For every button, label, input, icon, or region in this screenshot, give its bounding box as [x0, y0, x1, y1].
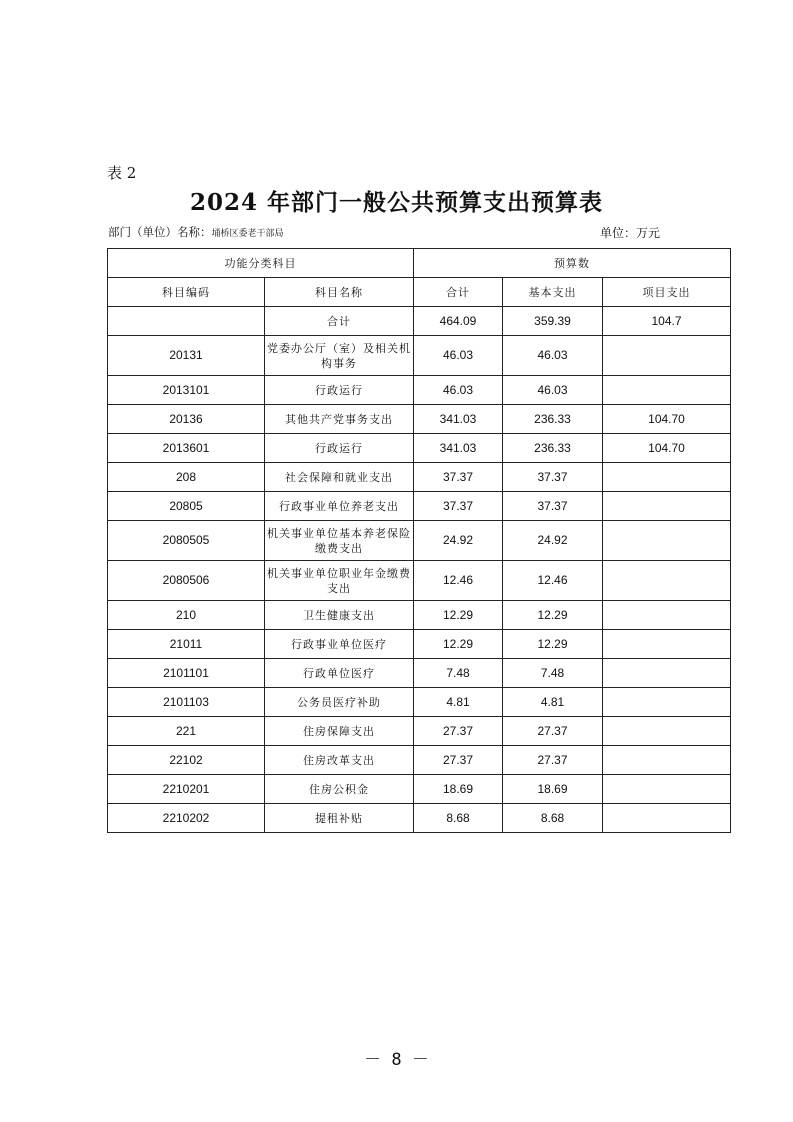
row-name: 社会保障和就业支出: [265, 463, 414, 492]
row-project: [603, 775, 731, 804]
row-code: 2080506: [108, 561, 265, 601]
row-name: 其他共产党事务支出: [265, 405, 414, 434]
row-name: 行政运行: [265, 376, 414, 405]
header-code: 科目编码: [108, 278, 265, 307]
row-basic: 8.68: [503, 804, 603, 833]
header-group-row: [108, 249, 731, 278]
department-caption: [108, 224, 284, 240]
row-basic: 236.33: [503, 405, 603, 434]
header-column-row: [108, 278, 731, 307]
row-basic: 46.03: [503, 376, 603, 405]
row-name: 机关事业单位基本养老保险缴费支出: [265, 521, 414, 561]
table-row: [108, 463, 731, 492]
row-name: 公务员医疗补助: [265, 688, 414, 717]
meta-row: [108, 224, 660, 242]
row-basic: 4.81: [503, 688, 603, 717]
row-total: 24.92: [414, 521, 503, 561]
table-row: [108, 376, 731, 405]
row-name: 卫生健康支出: [265, 601, 414, 630]
department-name: 埇桥区委老干部局: [211, 229, 284, 239]
row-basic: 46.03: [503, 336, 603, 376]
row-project: 104.70: [603, 434, 731, 463]
header-basic: 基本支出: [503, 278, 603, 307]
row-basic: 37.37: [503, 463, 603, 492]
table-row: [108, 307, 731, 336]
row-project: [603, 521, 731, 561]
header-name: 科目名称: [265, 278, 414, 307]
row-basic: 12.46: [503, 561, 603, 601]
row-total: 464.09: [414, 307, 503, 336]
table-row: [108, 405, 731, 434]
row-total: 27.37: [414, 746, 503, 775]
table-label: 表 2: [107, 164, 137, 182]
row-name: 行政单位医疗: [265, 659, 414, 688]
row-total: 37.37: [414, 492, 503, 521]
row-name: 合计: [265, 307, 414, 336]
row-code: 2210202: [108, 804, 265, 833]
row-total: 4.81: [414, 688, 503, 717]
header-project: 项目支出: [603, 278, 731, 307]
row-code: 2101103: [108, 688, 265, 717]
table-row: [108, 630, 731, 659]
row-total: 27.37: [414, 717, 503, 746]
row-total: 46.03: [414, 376, 503, 405]
row-project: [603, 688, 731, 717]
table-row: [108, 561, 731, 601]
table-row: [108, 492, 731, 521]
row-code: 2013601: [108, 434, 265, 463]
header-total: 合计: [414, 278, 503, 307]
row-project: [603, 659, 731, 688]
row-basic: 24.92: [503, 521, 603, 561]
document-title: 2024 年部门一般公共预算支出预算表: [189, 189, 604, 216]
row-project: [603, 746, 731, 775]
table-row: [108, 804, 731, 833]
page-number: － 8 －: [364, 1050, 429, 1070]
budget-table: [107, 248, 731, 833]
row-code: 2101101: [108, 659, 265, 688]
row-project: [603, 561, 731, 601]
row-project: [603, 376, 731, 405]
row-name: 住房保障支出: [265, 717, 414, 746]
row-total: 12.29: [414, 601, 503, 630]
row-project: [603, 601, 731, 630]
table-row: [108, 521, 731, 561]
row-basic: 7.48: [503, 659, 603, 688]
row-project: [603, 630, 731, 659]
row-basic: 12.29: [503, 601, 603, 630]
row-name: 住房公积金: [265, 775, 414, 804]
table-row: [108, 717, 731, 746]
row-name: 机关事业单位职业年金缴费支出: [265, 561, 414, 601]
row-name: 提租补贴: [265, 804, 414, 833]
table-row: [108, 688, 731, 717]
row-code: 208: [108, 463, 265, 492]
row-total: 46.03: [414, 336, 503, 376]
row-project: 104.7: [603, 307, 731, 336]
row-total: 8.68: [414, 804, 503, 833]
row-code: 221: [108, 717, 265, 746]
row-project: [603, 804, 731, 833]
row-name: 行政运行: [265, 434, 414, 463]
table-row: [108, 775, 731, 804]
row-code: 2013101: [108, 376, 265, 405]
table-row: [108, 746, 731, 775]
row-basic: 359.39: [503, 307, 603, 336]
row-project: [603, 336, 731, 376]
row-name: 行政事业单位医疗: [265, 630, 414, 659]
row-total: 18.69: [414, 775, 503, 804]
row-basic: 27.37: [503, 746, 603, 775]
row-code: 20131: [108, 336, 265, 376]
row-total: 341.03: [414, 434, 503, 463]
row-total: 12.46: [414, 561, 503, 601]
row-name: 住房改革支出: [265, 746, 414, 775]
row-basic: 12.29: [503, 630, 603, 659]
row-project: [603, 717, 731, 746]
row-total: 7.48: [414, 659, 503, 688]
table-row: [108, 336, 731, 376]
row-code: [108, 307, 265, 336]
row-basic: 18.69: [503, 775, 603, 804]
row-code: 21011: [108, 630, 265, 659]
department-label: 部门（单位）名称：: [108, 225, 212, 239]
row-code: 20136: [108, 405, 265, 434]
row-basic: 236.33: [503, 434, 603, 463]
row-code: 2210201: [108, 775, 265, 804]
row-project: [603, 463, 731, 492]
row-name: 党委办公厅（室）及相关机构事务: [265, 336, 414, 376]
header-functional-category: 功能分类科目: [108, 249, 414, 278]
row-total: 37.37: [414, 463, 503, 492]
table-row: [108, 434, 731, 463]
row-basic: 37.37: [503, 492, 603, 521]
row-code: 2080505: [108, 521, 265, 561]
header-budget-amount: 预算数: [414, 249, 731, 278]
unit-label: 单位：万元: [599, 226, 660, 240]
row-code: 210: [108, 601, 265, 630]
row-name: 行政事业单位养老支出: [265, 492, 414, 521]
row-code: 22102: [108, 746, 265, 775]
row-total: 12.29: [414, 630, 503, 659]
table-row: [108, 659, 731, 688]
row-basic: 27.37: [503, 717, 603, 746]
row-project: [603, 492, 731, 521]
row-code: 20805: [108, 492, 265, 521]
row-total: 341.03: [414, 405, 503, 434]
row-project: 104.70: [603, 405, 731, 434]
table-row: [108, 601, 731, 630]
